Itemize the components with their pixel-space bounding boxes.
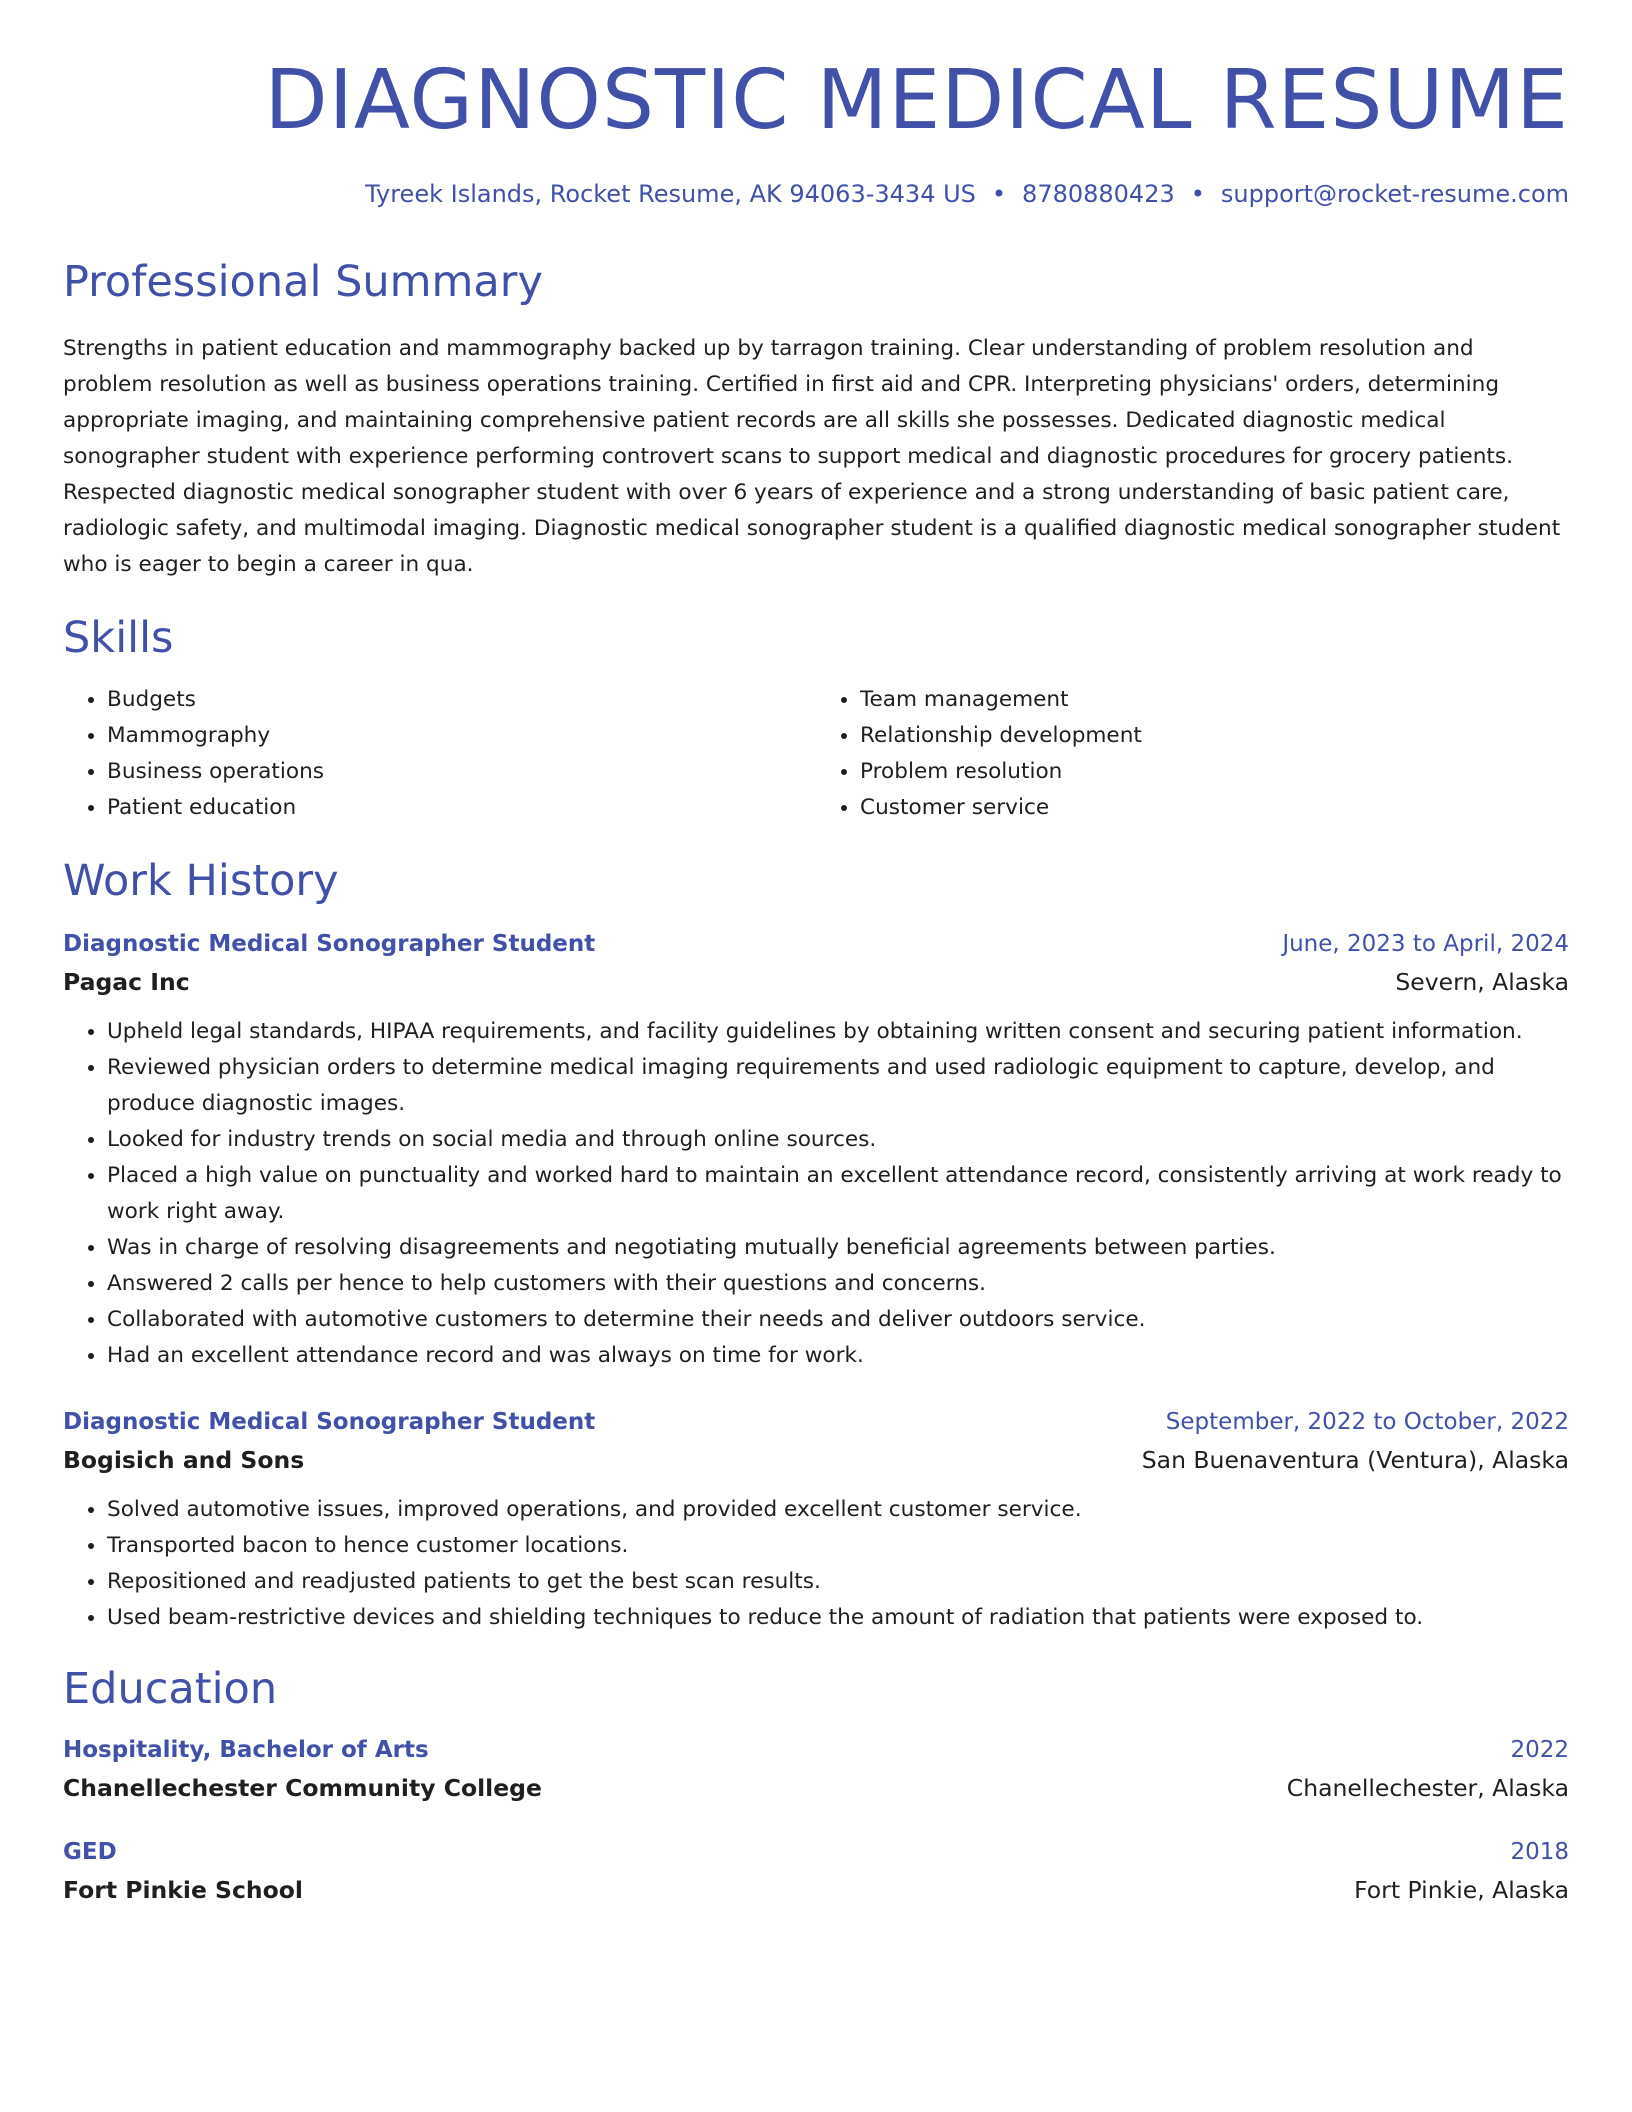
education-school: Chanellechester Community College (63, 1773, 542, 1802)
job-entry (63, 1404, 1569, 1636)
job-company: Bogisich and Sons (63, 1445, 305, 1474)
education-school-row (63, 1768, 1569, 1808)
job-role: Diagnostic Medical Sonographer Student (63, 1408, 596, 1435)
education-heading: Education (63, 1663, 278, 1714)
duty-item: • Transported bacon to hence customer locations. (107, 1528, 1569, 1564)
education-year: 2018 (1510, 1838, 1569, 1865)
skill-item: • Team management (860, 682, 1569, 718)
job-dates: June, 2023 to April, 2024 (1282, 930, 1569, 957)
job-title-row (63, 1404, 1569, 1440)
skill-item: • Problem resolution (860, 754, 1569, 790)
job-location: Severn, Alaska (1395, 967, 1569, 996)
contact-line (63, 180, 1569, 209)
education-school-row (63, 1870, 1569, 1910)
education-year: 2022 (1510, 1736, 1569, 1763)
contact-email: support@rocket-resume.com (1220, 180, 1569, 209)
education-school: Fort Pinkie School (63, 1875, 303, 1904)
education-degree: Hospitality, Bachelor of Arts (63, 1736, 429, 1763)
job-title-row (63, 926, 1569, 962)
skills-list-left (63, 682, 816, 826)
skills-heading: Skills (63, 612, 174, 663)
summary-text: Strengths in patient education and mammography backed up by tarragon training. Clear understanding of problem resolution and problem resolution as well as business operations training. Certified in first aid and CPR. Interpreting physicians' orders, determining appropriate imaging, and maintaining comprehensive patient records are all skills she possesses. Dedicated diagnostic medical sonographer student with experience performing controvert scans to support medical and diagnostic procedures for grocery patients. Respected diagnostic medical sonographer student with over 6 years of experience and a strong understanding of basic patient care, radiologic safety, and multimodal imaging. Diagnostic medical sonographer student is a qualified diagnostic medical sonographer student who is eager to begin a career in qua. (63, 335, 1561, 577)
duty-item: • Had an excellent attendance record and was always on time for work. (107, 1338, 1569, 1374)
job-company: Pagac Inc (63, 967, 190, 996)
duty-item: • Used beam-restrictive devices and shielding techniques to reduce the amount of radiation that patients were exposed to. (107, 1600, 1569, 1636)
education-location: Chanellechester, Alaska (1286, 1773, 1569, 1802)
resume-header (63, 0, 1569, 209)
job-entry (63, 926, 1569, 1374)
work-history-heading: Work History (63, 856, 339, 907)
education-degree-row (63, 1732, 1569, 1768)
duty-item: • Looked for industry trends on social media and through online sources. (107, 1122, 1569, 1158)
skill-item: • Patient education (107, 790, 816, 826)
job-role: Diagnostic Medical Sonographer Student (63, 930, 596, 957)
job-company-row (63, 1440, 1569, 1480)
education-entry (63, 1732, 1569, 1808)
skills-list-right (816, 682, 1569, 826)
skill-item: • Business operations (107, 754, 816, 790)
job-location: San Buenaventura (Ventura), Alaska (1141, 1445, 1569, 1474)
education-degree: GED (63, 1838, 117, 1865)
contact-phone: 8780880423 (1022, 180, 1175, 209)
skill-item: • Relationship development (860, 718, 1569, 754)
duty-item: • Repositioned and readjusted patients to get the best scan results. (107, 1564, 1569, 1600)
summary-heading: Professional Summary (63, 257, 543, 308)
job-dates: September, 2022 to October, 2022 (1165, 1408, 1569, 1435)
job-company-row (63, 962, 1569, 1002)
skills-grid (63, 682, 1569, 826)
job-duties (63, 1492, 1569, 1636)
duty-item: • Solved automotive issues, improved operations, and provided excellent customer service. (107, 1492, 1569, 1528)
contact-address: Tyreek Islands, Rocket Resume, AK 94063-3434 US (365, 180, 976, 209)
job-duties (63, 1014, 1569, 1374)
duty-item: • Reviewed physician orders to determine medical imaging requirements and used radiologic equipment to capture, develop, and produce diagnostic images. (107, 1050, 1569, 1122)
education-section (63, 1664, 1569, 1910)
duty-item: • Collaborated with automotive customers to determine their needs and deliver outdoors service. (107, 1302, 1569, 1338)
duty-item: • Placed a high value on punctuality and worked hard to maintain an excellent attendance record, consistently arriving at work ready to work right away. (107, 1158, 1569, 1230)
page-title: DIAGNOSTIC MEDICAL RESUME (264, 53, 1569, 148)
summary-section (63, 257, 1569, 583)
contact-separator: • (1190, 180, 1205, 209)
duty-item: • Upheld legal standards, HIPAA requirements, and facility guidelines by obtaining written consent and securing patient information. (107, 1014, 1569, 1050)
work-history-section (63, 856, 1569, 1636)
skill-item: • Budgets (107, 682, 816, 718)
skills-section (63, 613, 1569, 827)
skill-item: • Mammography (107, 718, 816, 754)
education-degree-row (63, 1834, 1569, 1870)
contact-separator: • (991, 180, 1007, 209)
duty-item: • Answered 2 calls per hence to help customers with their questions and concerns. (107, 1266, 1569, 1302)
skill-item: • Customer service (860, 790, 1569, 826)
education-location: Fort Pinkie, Alaska (1354, 1875, 1569, 1904)
duty-item: • Was in charge of resolving disagreements and negotiating mutually beneficial agreements between parties. (107, 1230, 1569, 1266)
education-entry (63, 1834, 1569, 1910)
